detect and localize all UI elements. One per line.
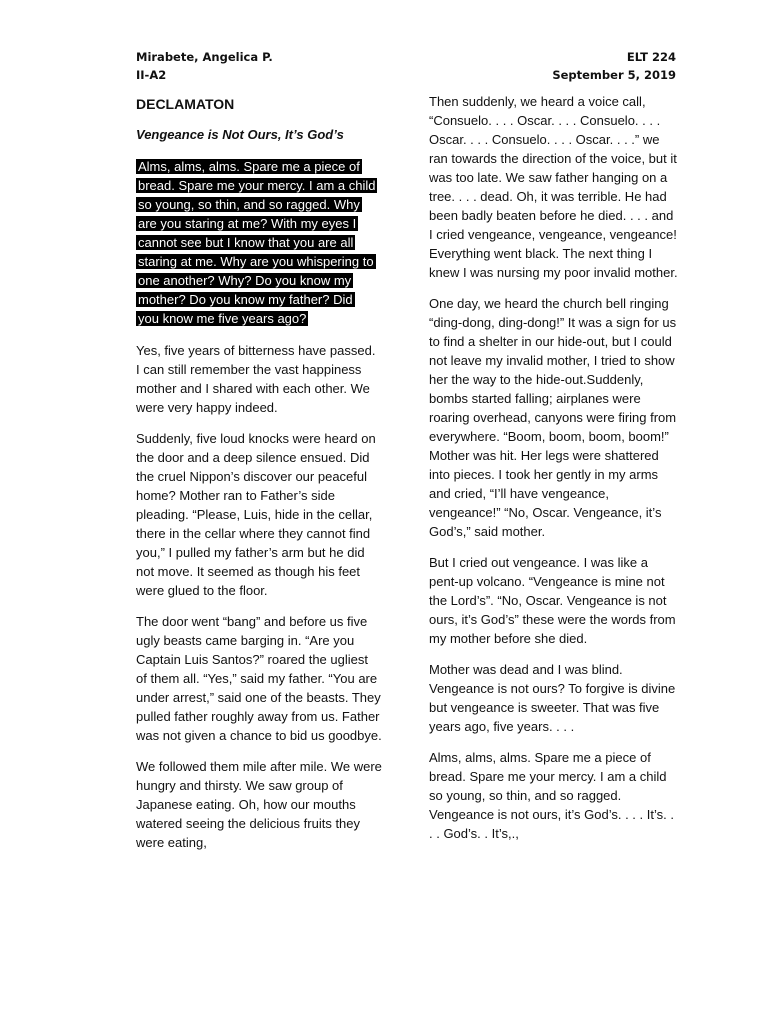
course-code: ELT 224: [626, 50, 676, 64]
header-left: [136, 48, 273, 84]
class-section: II-A2: [136, 68, 167, 82]
paragraph: Suddenly, five loud knocks were heard on the door and a deep silence ensued. Did the cruel Nippon’s discover our peaceful home? Mother ran to Father’s side pleading. “Please, Luis, hide in the cellar, there in the cellar where they cannot find you,” I pulled my father’s arm but he did not move. It seemed as though his feet were glued to the floor.: [136, 431, 376, 598]
author-name: Mirabete, Angelica P.: [136, 50, 273, 64]
left-column: [136, 92, 382, 864]
document-subtitle: Vengeance is Not Ours, It’s God’s: [136, 127, 344, 142]
highlighted-intro-text: Alms, alms, alms. Spare me a piece of bread. Spare me your mercy. I am a child so young, so thin, and so ragged. Why are you staring at me? With my eyes I cannot see but I know that you are all staring at me. Why are you whispering to one another? Why? Do you know my mother? Do you know my father? Did you know me five years ago?: [138, 159, 376, 326]
highlighted-intro: [136, 157, 376, 328]
paragraph: Mother was dead and I was blind. Vengeance is not ours? To forgive is divine but vengeance is sweeter. That was five years ago, five years. . . .: [429, 662, 676, 734]
paragraph: We followed them mile after mile. We were hungry and thirsty. We saw group of Japanese eating. Oh, how our mouths watered seeing the delicious fruits they were eating,: [136, 759, 382, 850]
paragraph: Yes, five years of bitterness have passed. I can still remember the vast happiness mother and I shared with each other. We were very happy indeed.: [136, 343, 376, 415]
paragraph: Then suddenly, we heard a voice call, “Consuelo. . . . Oscar. . . . Consuelo. . . . Oscar. . . . Consuelo. . . . Oscar. . . .” we ran towards the direction of the voice, but it was too late. We saw father hanging on a tree. . . . dead. Oh, it was terrible. He had been badly beaten before he died. . . . and I cried vengeance, vengeance, vengeance! Everything went black. The next thing I knew I was nursing my poor invalid mother.: [429, 94, 678, 280]
paragraph: Alms, alms, alms. Spare me a piece of bread. Spare me your mercy. I am a child so young, so thin, and so ragged. Vengeance is not ours, it’s God’s. . . . It’s. . . . God’s. . It’s,.,: [429, 750, 674, 841]
paragraph: But I cried out vengeance. I was like a pent-up volcano. “Vengeance is mine not the Lord’s”. “No, Oscar. Vengeance is not ours, it’s God’s” these were the words from my mother before she died.: [429, 555, 676, 646]
paragraph: One day, we heard the church bell ringing “ding-dong, ding-dong!” It was a sign for us to find a shelter in our hide-out, but I could not leave my invalid mother, I tried to show her the way to the hide-out.Suddenly, bombs started falling; airplanes were roaring overhead, canyons were firing from everywhere. “Boom, boom, boom, boom!” Mother was hit. Her legs were shattered into pieces. I took her gently in my arms and cried, “I’ll have vengeance, vengeance!” “No, Oscar. Vengeance, it’s God’s,” said mother.: [429, 296, 677, 539]
header-right: [552, 48, 676, 84]
document-title: DECLAMATON: [136, 96, 235, 112]
paragraph: The door went “bang” and before us five ugly beasts came barging in. “Are you Captain Luis Santos?” roared the ugliest of them all. “Yes,” said my father. “You are under arrest,” said one of the beasts. They pulled father roughly away from us. Father was not given a chance to bid us goodbye.: [136, 614, 382, 743]
document-date: September 5, 2019: [552, 68, 676, 82]
right-column: [429, 92, 679, 855]
